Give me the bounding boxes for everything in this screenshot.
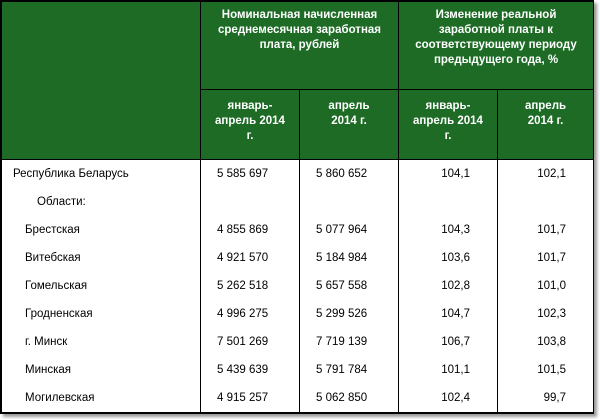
nominal-jan-apr-value: 4 921 570 [201,244,300,272]
nominal-april-value: 5 791 784 [300,356,399,384]
nominal-wage-group-label: Номинальная начисленная среднемесячная заработная плата, рублей [218,9,381,51]
table-row [2,328,594,356]
real-jan-apr-value: 104,1 [399,160,498,189]
real-april-header [498,90,594,160]
real-jan-apr-value: 104,7 [399,300,498,328]
table-row [2,356,594,384]
region-name: Витебская [2,244,201,272]
nominal-jan-apr-value: 5 262 518 [201,272,300,300]
region-name: Гродненская [2,300,201,328]
nominal-april-value: 5 077 964 [300,216,399,244]
table-row [2,300,594,328]
nominal-jan-apr-value: 7 501 269 [201,328,300,356]
nominal-jan-apr-label: январь-апрель 2014 г. [215,100,285,142]
real-april-value: 103,8 [498,328,594,356]
nominal-jan-apr-header [201,90,300,160]
region-name: Минская [2,356,201,384]
region-name: Республика Беларусь [2,160,201,189]
real-wage-change-group-header [399,2,594,90]
table-row [2,188,594,216]
nominal-april-value: 5 860 652 [300,160,399,189]
table-row [2,160,594,189]
real-jan-apr-value: 106,7 [399,328,498,356]
nominal-april-value [300,188,399,216]
real-jan-apr-label: январь-апрель 2014 г. [413,100,483,142]
real-jan-apr-header [399,90,498,160]
real-april-value: 102,3 [498,300,594,328]
real-april-value: 99,7 [498,384,594,413]
nominal-jan-apr-value: 5 585 697 [201,160,300,189]
region-name: Гомельская [2,272,201,300]
nominal-april-value: 5 657 558 [300,272,399,300]
nominal-jan-apr-value: 5 439 639 [201,356,300,384]
real-april-label: апрель 2014 г. [524,100,567,127]
real-wage-change-group-label: Изменение реальной заработной платы к соответствующему периоду предыдущего года, % [415,9,577,66]
nominal-april-label: апрель 2014 г. [328,100,370,127]
regions-subheading: Области: [2,188,201,216]
nominal-april-header [300,90,399,160]
region-name: Могилевская [2,384,201,413]
nominal-wage-group-header [201,2,399,90]
region-header-corner [2,2,201,160]
nominal-april-value: 5 184 984 [300,244,399,272]
nominal-jan-apr-value: 4 915 257 [201,384,300,413]
real-april-value [498,188,594,216]
nominal-april-value: 5 299 526 [300,300,399,328]
real-jan-apr-value: 102,4 [399,384,498,413]
nominal-jan-apr-value [201,188,300,216]
nominal-jan-apr-value: 4 855 869 [201,216,300,244]
region-name: Брестская [2,216,201,244]
table-row [2,216,594,244]
real-jan-apr-value: 104,3 [399,216,498,244]
real-april-value: 101,7 [498,244,594,272]
real-jan-apr-value: 103,6 [399,244,498,272]
region-name: г. Минск [2,328,201,356]
nominal-jan-apr-value: 4 996 275 [201,300,300,328]
real-april-value: 101,5 [498,356,594,384]
nominal-april-value: 7 719 139 [300,328,399,356]
real-jan-apr-value: 101,1 [399,356,498,384]
real-april-value: 102,1 [498,160,594,189]
real-jan-apr-value [399,188,498,216]
table-row [2,384,594,413]
table-row [2,272,594,300]
real-april-value: 101,7 [498,216,594,244]
wage-table [1,1,594,413]
nominal-april-value: 5 062 850 [300,384,399,413]
real-april-value: 101,0 [498,272,594,300]
table-row [2,244,594,272]
real-jan-apr-value: 102,8 [399,272,498,300]
